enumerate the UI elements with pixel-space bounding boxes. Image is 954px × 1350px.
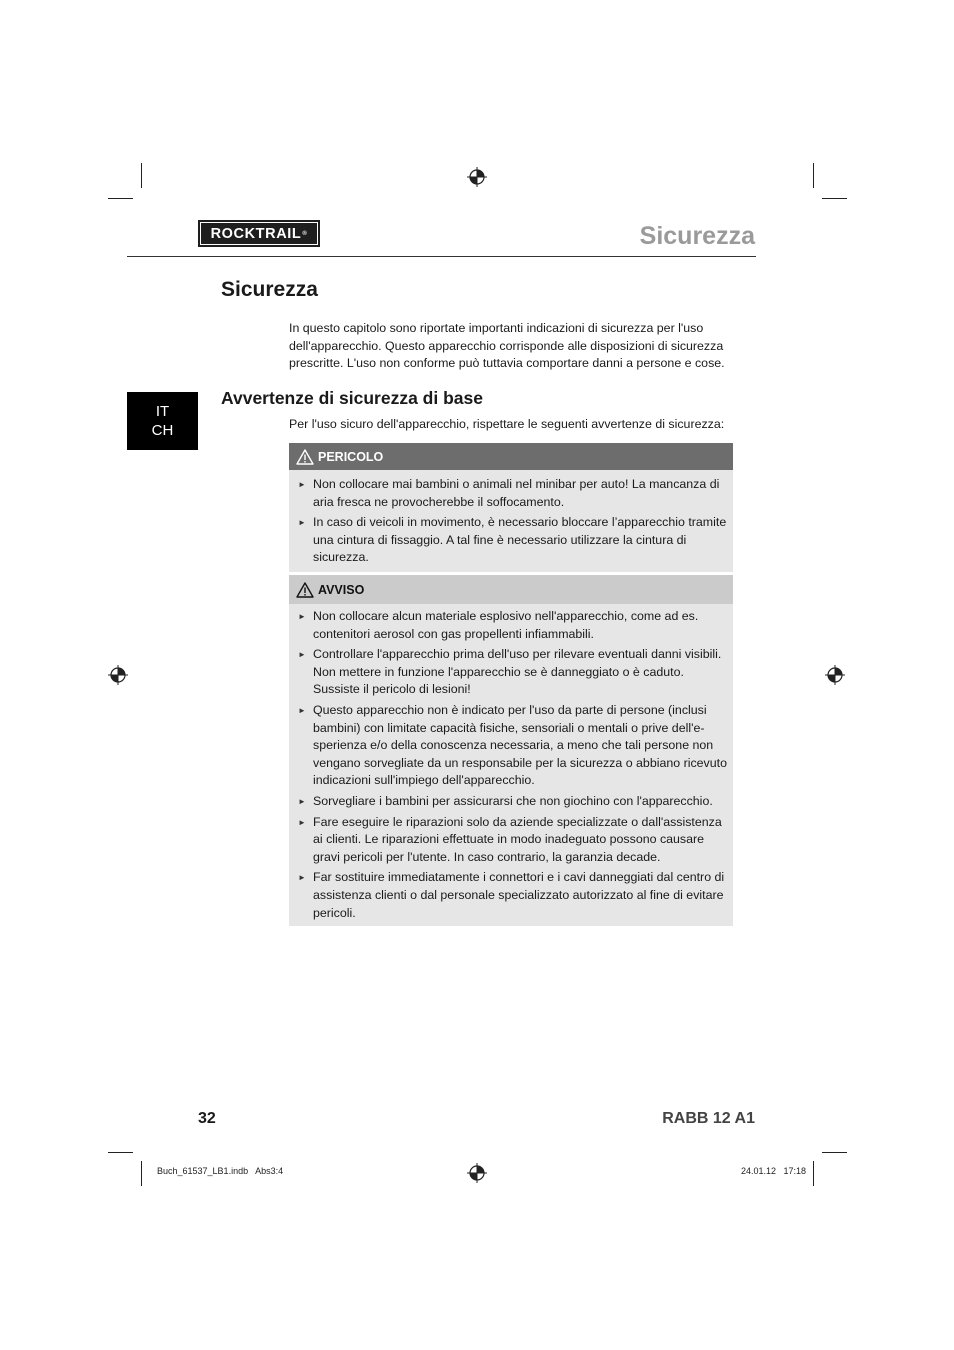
bullet-arrow-icon: ► (298, 705, 306, 715)
bullet-arrow-icon: ► (298, 873, 306, 883)
list-item (298, 646, 727, 699)
list-item (298, 476, 727, 511)
crop-mark (141, 163, 142, 188)
print-slug-date: 24.01.12 17:18 (740, 1166, 806, 1176)
list-item (298, 702, 727, 790)
registration-mark-icon (467, 1163, 487, 1183)
language-tab (127, 392, 198, 450)
section-subtitle: Avvertenze di sicurezza di base (221, 388, 483, 408)
list-item (298, 814, 727, 867)
list-item-text: Far sostituire immediatamente i connettori e i cavi danneggiati dal centro di assistenza clienti o dal personale specializzato autorizzato al fine di evitare pericoli. (313, 870, 725, 920)
list-item-text: Non collocare mai bambini o animali nel minibar per auto! La mancanza di aria fresca ne provocherebbe il soffocamento. (313, 477, 720, 509)
bullet-arrow-icon: ► (298, 612, 306, 621)
registration-mark-icon (467, 167, 487, 187)
intro-paragraph: In questo capitolo sono riportate importanti indicazioni di sicurezza per l'uso dell'apparecchio. Questo apparecchio corrisponde alle disposizioni di sicurezza prescritte. L'uso non conforme può tuttavia comportare danni a persone e cose. (289, 321, 725, 371)
brand-logo (198, 220, 320, 247)
list-item (298, 608, 727, 643)
danger-warning-box (289, 443, 733, 572)
section-header-title: Sicurezza (639, 222, 755, 250)
bullet-arrow-icon: ► (298, 817, 306, 827)
list-item (298, 869, 727, 922)
list-item-text: Fare eseguire le riparazioni solo da aziende specializzate o dall'assistenza ai clienti. Le riparazioni effettuate in modo inadeguato possono causare gravi pericoli per l'utente. In caso contrario, la garanzia decade. (313, 814, 722, 864)
list-item (298, 793, 727, 811)
registration-mark-icon (825, 665, 845, 685)
model-number: RABB 12 A1 (662, 1110, 755, 1127)
crop-mark (108, 1152, 133, 1153)
crop-mark (108, 198, 133, 199)
crop-mark (822, 1152, 847, 1153)
notice-label: AVVISO (318, 582, 365, 597)
notice-warning-box (289, 575, 733, 926)
list-item-text: In caso di veicoli in movimento, è necessario bloccare l’apparecchio tramite una cintura di fissaggio. A tal fine è necessario utilizzare la cintura di sicurezza. (313, 515, 727, 565)
bullet-arrow-icon: ► (298, 650, 306, 660)
bullet-arrow-icon: ► (298, 480, 306, 489)
list-item-text: Controllare l'apparecchio prima dell'uso per rilevare eventuali danni visibili. Non mettere in funzione l'apparecchio se è danneggiato o è caduto. Sussiste il pericolo di lesioni! (313, 647, 722, 697)
danger-label: PERICOLO (318, 449, 384, 464)
bullet-arrow-icon: ► (298, 796, 306, 806)
crop-mark (822, 198, 847, 199)
print-slug-file: Buch_61537_LB1.indb Abs3:4 (157, 1166, 284, 1176)
list-item (298, 514, 727, 567)
language-code-it: IT (155, 403, 170, 420)
list-item-text: Non collocare alcun materiale esplosivo nell'apparecchio, come ad es. contenitori aerosol con gas propellenti infiammabili. (313, 609, 699, 641)
language-code-ch: CH (151, 422, 174, 439)
crop-mark (813, 163, 814, 188)
warning-triangle-icon (296, 582, 314, 598)
list-item-text: Questo apparecchio non è indicato per l'uso da parte di persone (inclusi bambini) con limitate capacità fisiche, sensoriali o mentali o prive dell'e-sperienza e/o della conoscenza necessaria, a meno che tali persone non vengano sorvegliate da un responsabile per la sicurezza o abbiano ricevuto indicazioni sull'impiego dell'apparecchio. (313, 702, 727, 788)
header-divider (127, 256, 756, 257)
brand-mark: ® (302, 230, 308, 237)
list-item-text: Sorvegliare i bambini per assicurarsi che non giochino con l'apparecchio. (313, 793, 713, 808)
crop-mark (813, 1161, 814, 1186)
page-number: 32 (198, 1110, 216, 1127)
danger-header (289, 443, 733, 470)
page-title: Sicurezza (221, 278, 318, 301)
notice-list (289, 604, 733, 926)
brand-name: ROCKTRAIL (210, 225, 302, 242)
danger-list (289, 470, 733, 572)
registration-mark-icon (108, 665, 128, 685)
bullet-arrow-icon: ► (298, 518, 306, 528)
warning-triangle-icon (296, 449, 314, 465)
sub-intro-paragraph: Per l'uso sicuro dell'apparecchio, rispettare le seguenti avvertenze di sicurezza: (289, 417, 725, 431)
crop-mark (141, 1161, 142, 1186)
notice-header (289, 575, 733, 604)
